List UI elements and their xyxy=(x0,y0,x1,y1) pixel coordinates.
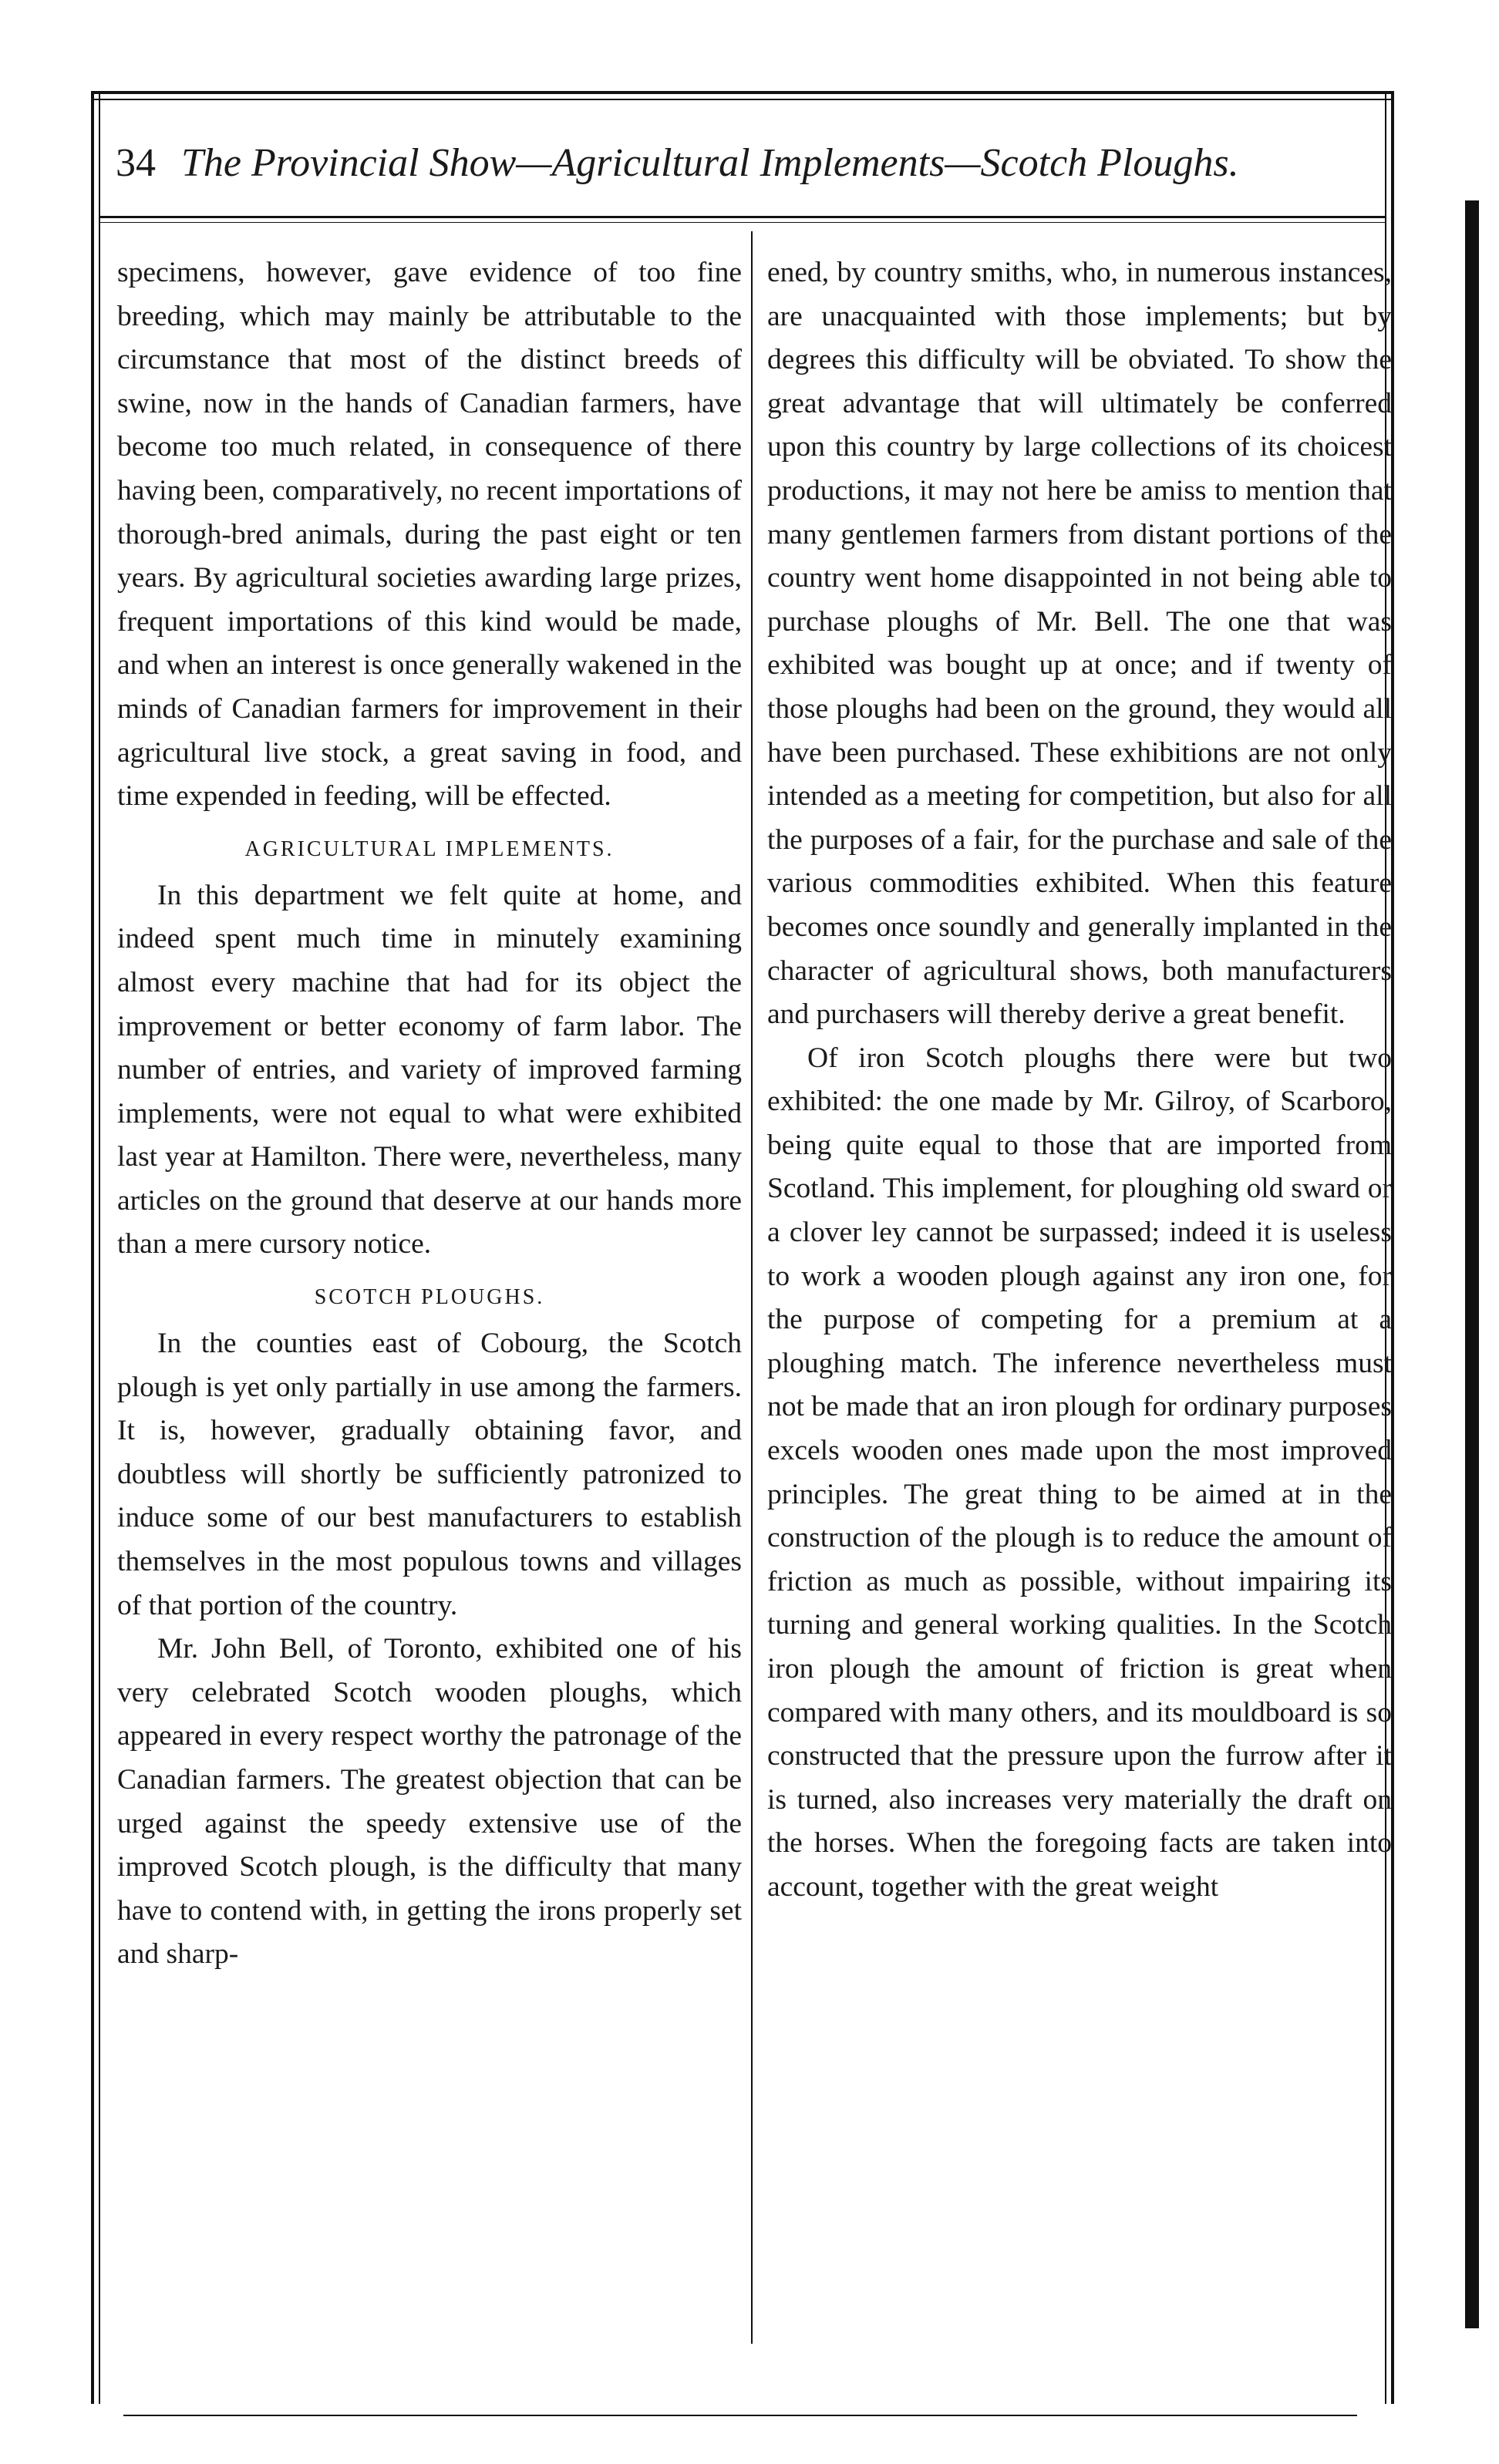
running-header xyxy=(116,139,1380,188)
paragraph: Of iron Scotch ploughs there were but two exhibited: the one made by Mr. Gilroy, of Scarboro, being quite equal to those that are imported from Scotland. This implement, for ploughing old sward or a clover ley cannot be surpassed; indeed it is useless to work a wooden plough against any iron one, for the purpose of competing for a premium at a ploughing match. The inference nevertheless must not be made that an iron plough for ordinary purposes excels wooden ones made upon the most improved principles. The great thing to be aimed at in the construction of the plough is to reduce the amount of friction as much as possible, without impairing its turning and general working qualities. In the Scotch iron plough the amount of friction is great when compared with many others, and its mouldboard is so constructed that the pressure upon the furrow after it is turned, also increases very materially the draft on the horses. When the foregoing facts are taken into account, together with the great weight xyxy=(767,1042,1392,1903)
paragraph: In this department we felt quite at home, and indeed spent much time in minutely examining almost every machine that had for its object the improvement or better economy of farm labor. The number of entries, and variety of improved farming implements, were not equal to what were exhibited last year at Hamilton. There were, nevertheless, many articles on the ground that deserve at our hands more than a mere cursory notice. xyxy=(117,879,742,1261)
binding-edge xyxy=(1465,200,1479,2328)
right-column xyxy=(767,251,1392,1910)
frame-top-rule-inner xyxy=(91,99,1394,100)
paragraph: In the counties east of Cobourg, the Scotch plough is yet only partially in use among the farmers. It is, however, gradually obtaining favor, and doubtless will shortly be sufficiently patronized to induce some of our best manufacturers to establish themselves in the most populous towns and villages of that portion of the country. xyxy=(117,1328,742,1621)
header-rule xyxy=(100,216,1385,218)
column-divider xyxy=(751,231,753,2344)
page-number: 34 xyxy=(116,141,156,185)
paragraph: ened, by country smiths, who, in numerous instances, are unacquainted with those implements; but by degrees this difficulty will be obviated. To show the great advantage that will ultimately be conferred upon this country by large collections of its choicest productions, it may not here be amiss to mention that many gentlemen farmers from distant portions of the country went home disappointed in not being able to purchase ploughs of Mr. Bell. The one that was exhibited was bought up at once; and if twenty of those ploughs had been on the ground, they would all have been purchased. These exhibitions are not only intended as a meeting for competition, but also for all the purposes of a fair, for the purchase and sale of the various commodities exhibited. When this feature becomes once soundly and generally implanted in the character of agricultural shows, both manufacturers and purchasers will thereby derive a great benefit. xyxy=(767,257,1392,1031)
frame-left-rule-inner xyxy=(99,91,100,2404)
paragraph: specimens, however, gave evidence of too fine breeding, which may mainly be attributable to the circumstance that most of the distinct breeds of swine, now in the hands of Canadian farmers, have become too much related, in consequence of there having been, comparatively, no recent importations of thorough-bred animals, during the past eight or ten years. By agricultural societies awarding large prizes, frequent importations of this kind would be made, and when an interest is once generally wakened in the minds of Canadian farmers for improvement in their agricultural live stock, a great saving in food, and time expended in feeding, will be effected. xyxy=(117,257,742,813)
paragraph: Mr. John Bell, of Toronto, exhibited one of his very celebrated Scotch wooden ploughs, which appeared in every respect worthy the patronage of the Canadian farmers. The greatest objection that can be urged against the speedy extensive use of the improved Scotch plough, is the difficulty that many have to contend with, in getting the irons properly set and sharp- xyxy=(117,1633,742,1971)
frame-top-rule xyxy=(91,91,1394,94)
section-heading-scotch-ploughs: SCOTCH PLOUGHS. xyxy=(314,1285,545,1310)
section-heading-agricultural-implements: AGRICULTURAL IMPLEMENTS. xyxy=(244,836,615,861)
frame-left-rule xyxy=(91,91,94,2404)
left-column xyxy=(117,251,742,1977)
header-rule-inner xyxy=(100,222,1385,223)
bottom-rule xyxy=(123,2415,1357,2416)
page-title: The Provincial Show—Agricultural Implements—Scotch Ploughs. xyxy=(181,141,1239,185)
